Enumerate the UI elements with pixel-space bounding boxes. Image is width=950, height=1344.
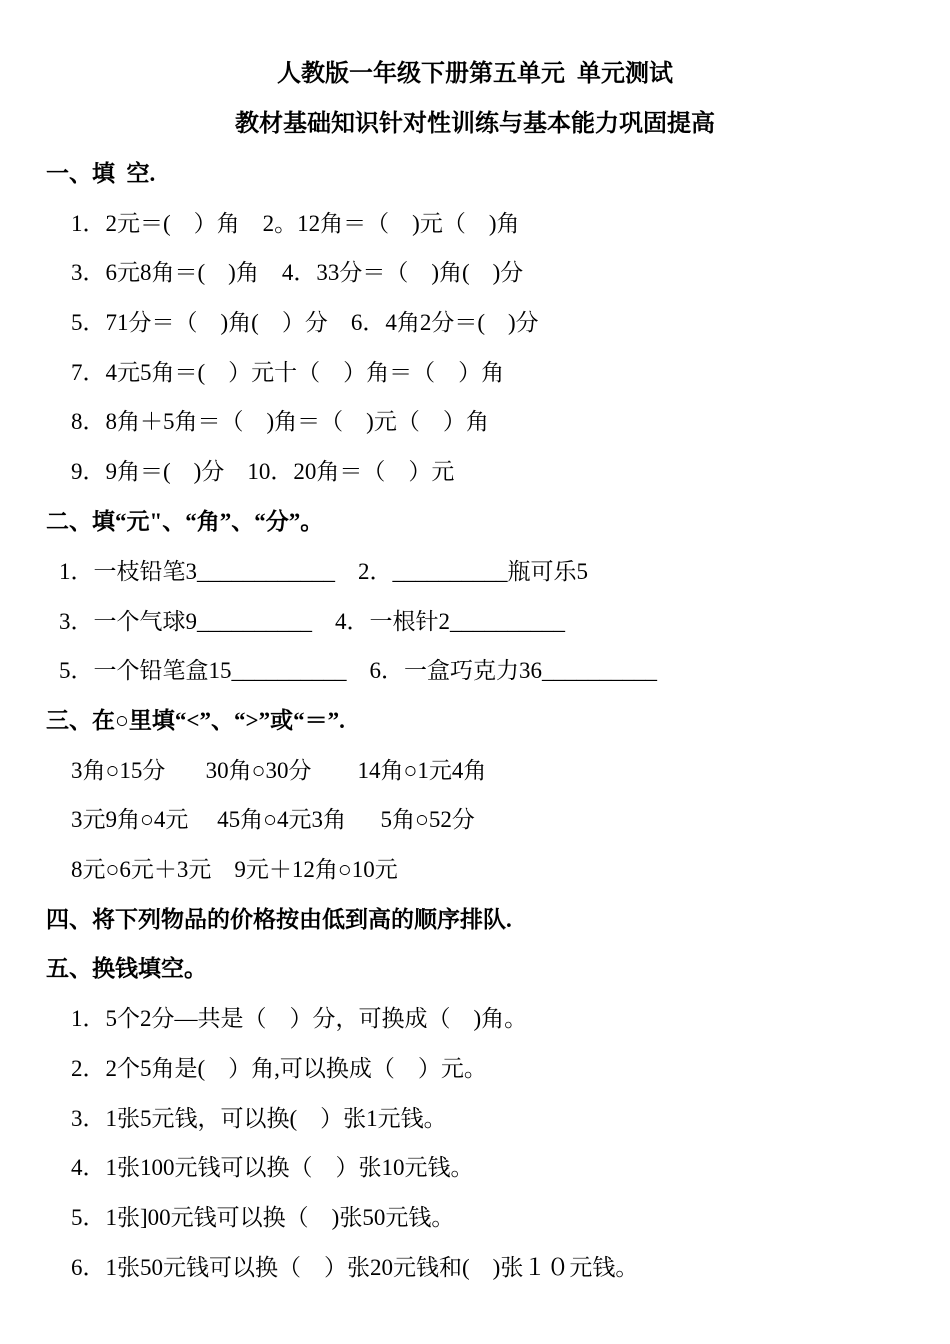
section2-question: 5．一个铅笔盒15__________ 6．一盒巧克力36__________ — [59, 658, 657, 683]
section5-question: 1．5个2分—共是（ ）分，可换成（ )角。 — [71, 1006, 528, 1031]
section1-question: 1．2元＝( ）角 2。12角＝（ )元（ )角 — [71, 211, 520, 236]
section3-comparison: 3元9角○4元 45角○4元3角 5角○52分 — [71, 807, 475, 832]
section1-question: 5．71分＝（ )角( ）分 6．4角2分＝( )分 — [71, 310, 539, 335]
section4-heading: 四、将下列物品的价格按由低到高的顺序排队. — [46, 907, 512, 932]
section5-question: 5．1张]00元钱可以换（ )张50元钱。 — [71, 1205, 455, 1230]
section1-question: 3．6元8角＝( )角 4．33分＝（ )角( )分 — [71, 260, 524, 285]
section1-question: 9．9角＝( )分 10．20角＝（ ）元 — [71, 459, 455, 484]
section3-heading: 三、在○里填“<”、“>”或“＝”. — [46, 708, 345, 733]
section5-question: 2．2个5角是( ）角,可以换成（ ）元。 — [71, 1056, 487, 1081]
section1-heading: 一、填 空. — [46, 161, 156, 186]
section3-comparison: 8元○6元＋3元 9元＋12角○10元 — [71, 857, 398, 882]
section3-comparison: 3角○15分 30角○30分 14角○1元4角 — [71, 758, 487, 783]
section5-heading: 五、换钱填空。 — [46, 956, 207, 981]
section5-question: 4．1张100元钱可以换（ ）张10元钱。 — [71, 1155, 474, 1180]
section2-question: 3．一个气球9__________ 4．一根针2__________ — [59, 609, 565, 634]
section5-question: 3．1张5元钱，可以换( ）张1元钱。 — [71, 1106, 447, 1131]
worksheet-title: 人教版一年级下册第五单元 单元测试 — [277, 61, 673, 87]
worksheet-subtitle: 教材基础知识针对性训练与基本能力巩固提高 — [235, 111, 715, 137]
section5-question: 6．1张50元钱可以换（ ）张20元钱和( )张１０元钱。 — [71, 1255, 639, 1280]
section1-question: 7．4元5角＝( ）元十（ ）角＝（ ）角 — [71, 360, 505, 385]
section2-question: 1．一枝铅笔3____________ 2．__________瓶可乐5 — [59, 559, 588, 584]
section1-question: 8．8角＋5角＝（ )角＝（ )元（ ）角 — [71, 409, 489, 434]
section2-heading: 二、填“元"、“角”、“分”。 — [46, 509, 324, 534]
